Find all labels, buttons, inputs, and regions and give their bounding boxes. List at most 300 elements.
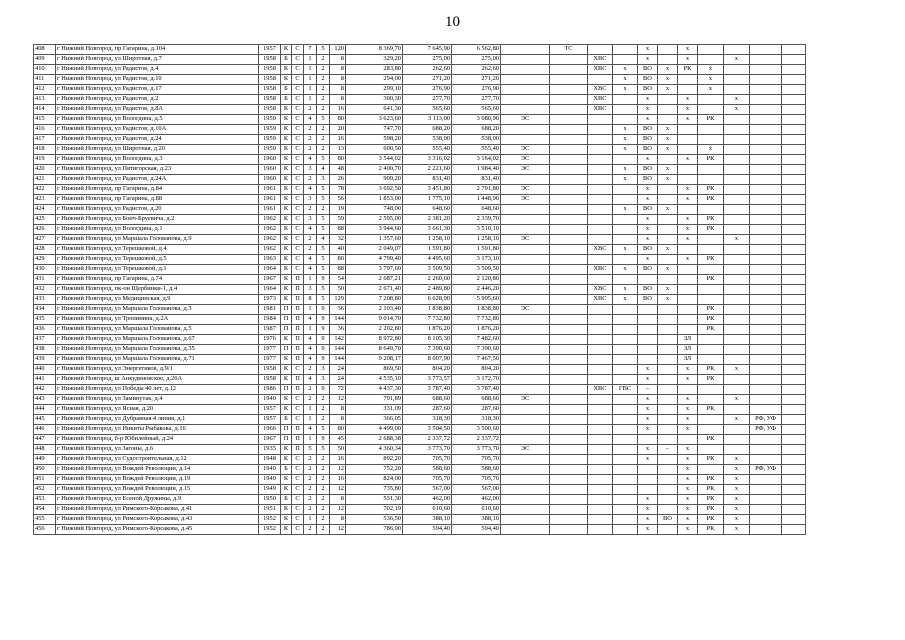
sewer-cell [658,335,678,345]
row-number-cell: 443 [34,395,56,405]
apartments-cell: 19 [330,205,346,215]
hot-water-system-cell [613,415,638,425]
sewer-cell: х [658,295,678,305]
sewer-cell [658,45,678,55]
wall-material-cell: К [281,215,292,225]
power-system-cell [501,55,550,65]
table-row [34,315,806,325]
heating-system-cell [550,65,588,75]
total-area-cell: 4 799,40 [346,255,403,265]
elevator-cell: РК [698,275,724,285]
table-row [34,435,806,445]
address-cell: г Нижний Новгород, ул Пятигорская, д.23 [56,165,259,175]
roof-cell: х [724,105,750,115]
power-system-cell [501,425,550,435]
private-area-cell: 648,60 [452,205,501,215]
address-cell: г Нижний Новгород, ул Радистов, д.8А [56,105,259,115]
facade-cell [750,295,782,305]
drainage-cell: х [638,155,658,165]
roof-cell [724,275,750,285]
row-number-cell: 442 [34,385,56,395]
living-area-cell: 262,60 [403,65,452,75]
row-number-cell: 409 [34,55,56,65]
apartments-cell: 80 [330,115,346,125]
floor-material-cell: С [292,225,304,235]
hot-water-system-cell [613,325,638,335]
roof-cell [724,215,750,225]
floors-cell: 2 [317,505,330,515]
address-cell: г Нижний Новгород, ул Радистов, д.24А [56,175,259,185]
address-cell: г Нижний Новгород, ул Радистов, д.10 [56,75,259,85]
row-number-cell: 448 [34,445,56,455]
apartments-cell: 24 [330,375,346,385]
build-year-cell: 1964 [259,265,281,275]
hot-water-system-cell [613,225,638,235]
cold-water-system-cell [588,115,613,125]
note-cell [782,105,806,115]
cold-water-system-cell [588,195,613,205]
sewer-cell [658,105,678,115]
power-system-cell: ЭС [501,235,550,245]
note-cell [782,215,806,225]
build-year-cell: 1958 [259,55,281,65]
hot-water-system-cell [613,155,638,165]
total-area-cell: 702,19 [346,505,403,515]
facade-cell [750,395,782,405]
row-number-cell: 423 [34,195,56,205]
gas-cell [678,205,698,215]
power-system-cell: ЭС [501,445,550,455]
total-area-cell: 3 944,60 [346,225,403,235]
floors-cell: 5 [317,295,330,305]
hot-water-system-cell [613,255,638,265]
facade-cell [750,495,782,505]
cold-water-system-cell: ХВС [588,295,613,305]
hot-water-system-cell [613,195,638,205]
entrances-cell: 1 [304,405,317,415]
apartments-cell: 8 [330,85,346,95]
drainage-cell: х [638,495,658,505]
gas-cell [678,175,698,185]
row-number-cell: 436 [34,325,56,335]
row-number-cell: 453 [34,495,56,505]
wall-material-cell: К [281,175,292,185]
private-area-cell: 262,60 [452,65,501,75]
roof-cell [724,305,750,315]
drainage-cell: х [638,105,658,115]
apartments-cell: 40 [330,245,346,255]
elevator-cell: РК [698,365,724,375]
table-row [34,275,806,285]
row-number-cell: 414 [34,105,56,115]
entrances-cell: 4 [304,185,317,195]
living-area-cell: 6 628,90 [403,295,452,305]
sewer-cell: х [658,175,678,185]
living-area-cell: 688,20 [403,125,452,135]
note-cell [782,455,806,465]
hot-water-system-cell: х [613,205,638,215]
row-number-cell: 426 [34,225,56,235]
living-area-cell: 538,00 [403,135,452,145]
wall-material-cell: К [281,525,292,535]
roof-cell: х [724,495,750,505]
floor-material-cell: П [292,435,304,445]
table-row [34,155,806,165]
sewer-cell [658,505,678,515]
facade-cell [750,75,782,85]
drainage-cell [638,435,658,445]
apartments-cell: 8 [330,55,346,65]
heating-system-cell [550,435,588,445]
apartments-cell: 78 [330,185,346,195]
note-cell [782,165,806,175]
facade-cell [750,85,782,95]
sewer-cell [658,315,678,325]
private-area-cell: 6 562,80 [452,45,501,55]
floors-cell: 2 [317,455,330,465]
sewer-cell: ВО [658,515,678,525]
power-system-cell [501,85,550,95]
sewer-cell [658,405,678,415]
gas-cell [678,305,698,315]
heating-system-cell [550,145,588,155]
roof-cell: х [724,515,750,525]
address-cell: г Нижний Новгород, ул Маршала Голованова, д.3 [56,305,259,315]
build-year-cell: 1960 [259,165,281,175]
cold-water-system-cell [588,455,613,465]
hot-water-system-cell [613,505,638,515]
cold-water-system-cell: ХВС [588,85,613,95]
entrances-cell: 1 [304,415,317,425]
private-area-cell: 588,60 [452,465,501,475]
floors-cell: 5 [317,285,330,295]
roof-cell [724,405,750,415]
facade-cell [750,325,782,335]
drainage-cell: ВО [638,165,658,175]
table-row [34,125,806,135]
sewer-cell: х [658,125,678,135]
floor-material-cell: С [292,65,304,75]
apartments-cell: 48 [330,165,346,175]
note-cell [782,515,806,525]
floor-material-cell: П [292,295,304,305]
row-number-cell: 413 [34,95,56,105]
heating-system-cell [550,245,588,255]
heating-system-cell [550,205,588,215]
hot-water-system-cell: ГВС [613,385,638,395]
floors-cell: 9 [317,325,330,335]
drainage-cell: ВО [638,245,658,255]
floor-material-cell: С [292,115,304,125]
row-number-cell: 432 [34,285,56,295]
heating-system-cell [550,315,588,325]
power-system-cell [501,265,550,275]
cold-water-system-cell [588,165,613,175]
roof-cell [724,355,750,365]
wall-material-cell: К [281,455,292,465]
elevator-cell: х [698,85,724,95]
total-area-cell: 8 649,70 [346,345,403,355]
address-cell: г Нижний Новгород, ул Римского-Корсакова, д.43 [56,515,259,525]
elevator-cell [698,95,724,105]
hot-water-system-cell: х [613,85,638,95]
build-year-cell: 1959 [259,145,281,155]
row-number-cell: 418 [34,145,56,155]
note-cell [782,325,806,335]
power-system-cell [501,525,550,535]
hot-water-system-cell [613,435,638,445]
hot-water-system-cell [613,425,638,435]
entrances-cell: 2 [304,365,317,375]
roof-cell [724,185,750,195]
address-cell: г Нижний Новгород, ул Тропинина, д.2А [56,315,259,325]
heating-system-cell [550,235,588,245]
roof-cell [724,155,750,165]
roof-cell [724,245,750,255]
facade-cell [750,135,782,145]
living-area-cell: 3 773,70 [403,445,452,455]
drainage-cell: х [638,415,658,425]
cold-water-system-cell: ХВС [588,55,613,65]
entrances-cell: 2 [304,395,317,405]
total-area-cell: 824,00 [346,475,403,485]
roof-cell [724,315,750,325]
living-area-cell: 2 337,72 [403,435,452,445]
floors-cell: 4 [317,165,330,175]
floors-cell: 5 [317,155,330,165]
elevator-cell: х [698,65,724,75]
floors-cell: 2 [317,85,330,95]
drainage-cell: ВО [638,65,658,75]
heating-system-cell [550,365,588,375]
facade-cell [750,355,782,365]
facade-cell [750,385,782,395]
heating-system-cell [550,335,588,345]
floor-material-cell: С [292,465,304,475]
floor-material-cell: С [292,175,304,185]
elevator-cell [698,235,724,245]
floors-cell: 5 [317,185,330,195]
sewer-cell: х [658,65,678,75]
drainage-cell: х [638,425,658,435]
note-cell [782,155,806,165]
hot-water-system-cell: х [613,65,638,75]
hot-water-system-cell: х [613,125,638,135]
living-area-cell: 2 489,80 [403,285,452,295]
floors-cell: 3 [317,175,330,185]
build-year-cell: 1958 [259,65,281,75]
hot-water-system-cell [613,335,638,345]
apartments-cell: 16 [330,135,346,145]
apartments-cell: 8 [330,415,346,425]
living-area-cell: 567,00 [403,485,452,495]
facade-cell [750,335,782,345]
private-area-cell: 7 482,60 [452,335,501,345]
note-cell [782,135,806,145]
wall-material-cell: К [281,255,292,265]
entrances-cell: 2 [304,235,317,245]
elevator-cell [698,395,724,405]
private-area-cell: 565,60 [452,105,501,115]
row-number-cell: 421 [34,175,56,185]
table-row [34,375,806,385]
private-area-cell: 271,20 [452,75,501,85]
living-area-cell: 2 221,60 [403,165,452,175]
sewer-cell: х [658,145,678,155]
heating-system-cell [550,485,588,495]
address-cell: г Нижний Новгород, ул Римского-Корсакова, д.45 [56,525,259,535]
entrances-cell: 2 [304,245,317,255]
row-number-cell: 444 [34,405,56,415]
floor-material-cell: С [292,55,304,65]
drainage-cell [638,325,658,335]
facade-cell [750,445,782,455]
total-area-cell: 329,20 [346,55,403,65]
hot-water-system-cell [613,215,638,225]
cold-water-system-cell [588,475,613,485]
gas-cell: х [678,45,698,55]
build-year-cell: 1952 [259,525,281,535]
living-area-cell: 8 105,30 [403,335,452,345]
address-cell: г Нижний Новгород, б-р Юбилейный, д.24 [56,435,259,445]
address-cell: г Нижний Новгород, ул Заминутак, д.4 [56,395,259,405]
cold-water-system-cell [588,365,613,375]
build-year-cell: 1935 [259,445,281,455]
address-cell: г Нижний Новгород, ул Радистов, д.2 [56,95,259,105]
power-system-cell [501,435,550,445]
elevator-cell: РК [698,475,724,485]
address-cell: г Нижний Новгород, ул Маршала Голованова, д.35 [56,345,259,355]
wall-material-cell: К [281,235,292,245]
apartments-cell: 8 [330,495,346,505]
hot-water-system-cell: х [613,245,638,255]
heating-system-cell [550,505,588,515]
drainage-cell [638,355,658,365]
power-system-cell [501,225,550,235]
floors-cell: 9 [317,275,330,285]
cold-water-system-cell [588,395,613,405]
note-cell [782,295,806,305]
table-row [34,475,806,485]
entrances-cell: 1 [304,275,317,285]
heating-system-cell [550,305,588,315]
cold-water-system-cell: ХВС [588,285,613,295]
hot-water-system-cell [613,315,638,325]
heating-system-cell [550,195,588,205]
facade-cell [750,205,782,215]
gas-cell [678,265,698,275]
facade-cell [750,95,782,105]
heating-system-cell [550,85,588,95]
roof-cell [724,75,750,85]
table-row [34,515,806,525]
wall-material-cell: Б [281,415,292,425]
elevator-cell: РК [698,185,724,195]
floors-cell: 9 [317,305,330,315]
gas-cell [678,435,698,445]
living-area-cell: 271,20 [403,75,452,85]
row-number-cell: 425 [34,215,56,225]
hot-water-system-cell: х [613,175,638,185]
row-number-cell: 417 [34,135,56,145]
facade-cell [750,225,782,235]
floor-material-cell: С [292,165,304,175]
wall-material-cell: К [281,195,292,205]
entrances-cell: 1 [304,85,317,95]
hot-water-system-cell: х [613,75,638,85]
heating-system-cell [550,55,588,65]
gas-cell: х [678,375,698,385]
heating-system-cell [550,275,588,285]
gas-cell: ЗЛ [678,355,698,365]
build-year-cell: 1981 [259,305,281,315]
hot-water-system-cell [613,495,638,505]
facade-cell [750,505,782,515]
heating-system-cell [550,465,588,475]
wall-material-cell: К [281,245,292,255]
heating-system-cell [550,295,588,305]
address-cell: г Нижний Новгород, пр Гагарина, д.84 [56,185,259,195]
gas-cell [678,125,698,135]
private-area-cell: 3 510,10 [452,225,501,235]
drainage-cell: ВО [638,285,658,295]
elevator-cell: РК [698,315,724,325]
drainage-cell: х [638,365,658,375]
address-cell: г Нижний Новгород, ул Дубравная 4 линия, д.1 [56,415,259,425]
wall-material-cell: К [281,375,292,385]
table-row [34,335,806,345]
elevator-cell: РК [698,115,724,125]
row-number-cell: 437 [34,335,56,345]
total-area-cell: 9 014,70 [346,315,403,325]
entrances-cell: 4 [304,425,317,435]
wall-material-cell: К [281,475,292,485]
heating-system-cell [550,115,588,125]
facade-cell [750,115,782,125]
row-number-cell: 415 [34,115,56,125]
facade-cell [750,305,782,315]
total-area-cell: 2 400,70 [346,165,403,175]
total-area-cell: 4 499,00 [346,425,403,435]
total-area-cell: 892,20 [346,455,403,465]
apartments-cell: 144 [330,315,346,325]
drainage-cell: х [638,225,658,235]
wall-material-cell: К [281,65,292,75]
roof-cell: х [724,505,750,515]
elevator-cell [698,135,724,145]
living-area-cell: 1 258,10 [403,235,452,245]
note-cell [782,425,806,435]
heating-system-cell [550,415,588,425]
roof-cell [724,225,750,235]
power-system-cell [501,45,550,55]
private-area-cell: 705,70 [452,455,501,465]
cold-water-system-cell: ХВС [588,95,613,105]
facade-cell [750,165,782,175]
floors-cell: 2 [317,465,330,475]
cold-water-system-cell [588,335,613,345]
elevator-cell: РК [698,435,724,445]
entrances-cell: 1 [304,55,317,65]
floor-material-cell: С [292,125,304,135]
note-cell [782,235,806,245]
drainage-cell [638,315,658,325]
note-cell [782,405,806,415]
cold-water-system-cell [588,175,613,185]
heating-system-cell [550,445,588,455]
floor-material-cell: С [292,245,304,255]
row-number-cell: 416 [34,125,56,135]
